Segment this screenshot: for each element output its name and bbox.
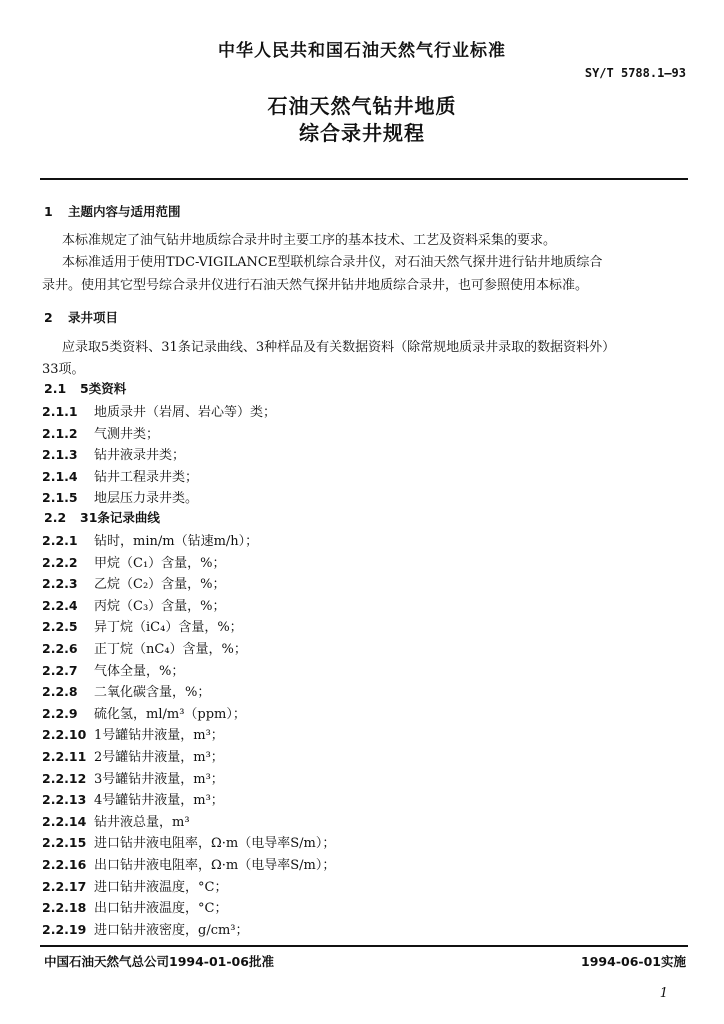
- item-text: 进口钻井液密度，g/cm³；: [94, 922, 249, 938]
- item-text: 甲烷（C₁）含量，%；: [94, 555, 226, 571]
- list-item: [42, 466, 198, 485]
- list-item: [42, 616, 243, 635]
- list-item: [42, 897, 227, 916]
- implementation-date: 1994-06-01实施: [581, 954, 686, 969]
- list-item: [42, 681, 210, 700]
- item-number: 2.1.2: [42, 425, 78, 441]
- list-item: [42, 768, 224, 787]
- item-number: 2.2.13: [42, 792, 87, 808]
- list-item: [42, 724, 224, 743]
- item-number: 2.2.15: [42, 835, 87, 851]
- section-1-paragraph-1: 本标准规定了油气钻井地质综合录井时主要工序的基本技术、工艺及资料采集的要求。: [62, 233, 557, 248]
- item-number: 2.2.10: [42, 727, 87, 743]
- item-number: 2.2.9: [42, 705, 78, 721]
- item-text: 1号罐钻井液量，m³；: [94, 728, 224, 744]
- item-text: 异丁烷（iC₄）含量，%；: [94, 620, 243, 636]
- item-text: 硫化氢，ml/m³（ppm）；: [94, 706, 246, 722]
- item-number: 2.2.11: [42, 749, 87, 764]
- item-text: 气测井类；: [94, 426, 160, 442]
- item-text: 钻时，min/m（钻速m/h）；: [94, 534, 259, 549]
- item-number: 2.2.8: [42, 684, 78, 700]
- standard-category-heading: 中华人民共和国石油天然气行业标准: [218, 41, 506, 61]
- item-number: 2.1.5: [42, 490, 78, 505]
- approval-info: 中国石油天然气总公司1994-01-06批准: [44, 954, 274, 969]
- item-number: 2.1.4: [42, 468, 78, 484]
- item-text: 丙烷（C₃）含量，%；: [94, 598, 226, 614]
- item-number: 2.1.3: [42, 447, 78, 462]
- list-item: [42, 746, 224, 765]
- section-2-paragraph-line-2: 33项。: [42, 362, 85, 377]
- item-number: 2.2.1: [42, 533, 78, 548]
- item-text: 钻井液录井类；: [94, 448, 186, 463]
- item-number: 2.2.3: [42, 576, 78, 592]
- item-text: 3号罐钻井液量，m³；: [94, 771, 224, 787]
- list-item: [42, 573, 226, 592]
- section-1-paragraph-2-line-1: 本标准适用于使用TDC-VIGILANCE型联机综合录井仪，对石油天然气探井进行钻井地质综合: [62, 255, 603, 270]
- standard-number: SY/T 5788.1—93: [584, 66, 686, 80]
- item-number: 2.2.17: [42, 878, 87, 894]
- list-item: [42, 487, 198, 506]
- item-text: 出口钻井液电阻率，Ω·m（电导率S/m）；: [94, 858, 336, 873]
- section-2-heading: [44, 308, 118, 326]
- item-text: 钻井液总量，m³: [94, 814, 190, 830]
- list-item: [42, 919, 249, 938]
- section-number: 1: [44, 204, 53, 219]
- item-number: 2.2.18: [42, 900, 87, 916]
- list-item: [42, 811, 190, 830]
- page-number: 1: [659, 986, 668, 1001]
- header-divider: [40, 178, 688, 180]
- item-text: 二氧化碳含量，%；: [94, 685, 211, 701]
- subsection-number: 2.1: [44, 381, 67, 396]
- list-item: [42, 638, 247, 657]
- item-number: 2.2.6: [42, 641, 78, 656]
- list-item: [42, 595, 226, 614]
- list-item: [42, 401, 276, 420]
- list-item: [42, 530, 258, 549]
- section-1-heading: [44, 202, 181, 220]
- list-item: [42, 854, 335, 873]
- subsection-2-2-heading: [44, 508, 160, 526]
- item-text: 进口钻井液电阻率，Ω·m（电导率S/m）；: [94, 836, 336, 852]
- subsection-title: 31条记录曲线: [80, 510, 160, 525]
- section-number: 2: [44, 310, 53, 325]
- document-title-line-1: 石油天然气钻井地质: [267, 94, 457, 118]
- list-item: [42, 876, 227, 895]
- item-number: 2.2.4: [42, 597, 78, 613]
- item-number: 2.2.7: [42, 662, 78, 678]
- list-item: [42, 423, 159, 442]
- document-title-line-2: 综合录井规程: [299, 121, 425, 145]
- item-text: 2号罐钻井液量，m³；: [94, 750, 224, 765]
- list-item: [42, 789, 224, 808]
- item-text: 地质录井（岩屑、岩心等）类；: [94, 405, 277, 420]
- item-text: 4号罐钻井液量，m³；: [94, 793, 224, 809]
- item-text: 出口钻井液温度，°C；: [94, 901, 228, 917]
- subsection-title: 5类资料: [80, 381, 127, 396]
- section-title: 录井项目: [68, 310, 119, 325]
- item-text: 进口钻井液温度，°C；: [94, 879, 228, 895]
- list-item: [42, 660, 184, 679]
- item-text: 气体全量，%；: [94, 663, 185, 679]
- subsection-number: 2.2: [44, 510, 67, 525]
- item-number: 2.2.14: [42, 813, 87, 829]
- item-text: 地层压力录井类。: [94, 491, 199, 506]
- section-title: 主题内容与适用范围: [68, 204, 181, 219]
- item-number: 2.2.16: [42, 857, 87, 872]
- item-number: 2.2.5: [42, 619, 78, 635]
- footer-divider: [40, 945, 688, 947]
- item-number: 2.2.12: [42, 770, 87, 786]
- section-1-paragraph-2-line-2: 录井。使用其它型号综合录井仪进行石油天然气探井钻井地质综合录井，也可参照使用本标准。: [42, 278, 589, 293]
- list-item: [42, 552, 226, 571]
- item-number: 2.1.1: [42, 404, 78, 419]
- item-text: 乙烷（C₂）含量，%；: [94, 577, 226, 593]
- section-2-paragraph-line-1: 应录取5类资料、31条记录曲线、3种样品及有关数据资料（除常规地质录井录取的数据资料外）: [62, 340, 616, 355]
- list-item: [42, 703, 246, 722]
- list-item: [42, 444, 185, 463]
- item-number: 2.2.19: [42, 921, 87, 937]
- subsection-2-1-heading: [44, 379, 126, 397]
- item-text: 钻井工程录井类；: [94, 469, 199, 485]
- list-item: [42, 832, 335, 851]
- item-number: 2.2.2: [42, 554, 78, 570]
- item-text: 正丁烷（nC₄）含量，%；: [94, 642, 247, 657]
